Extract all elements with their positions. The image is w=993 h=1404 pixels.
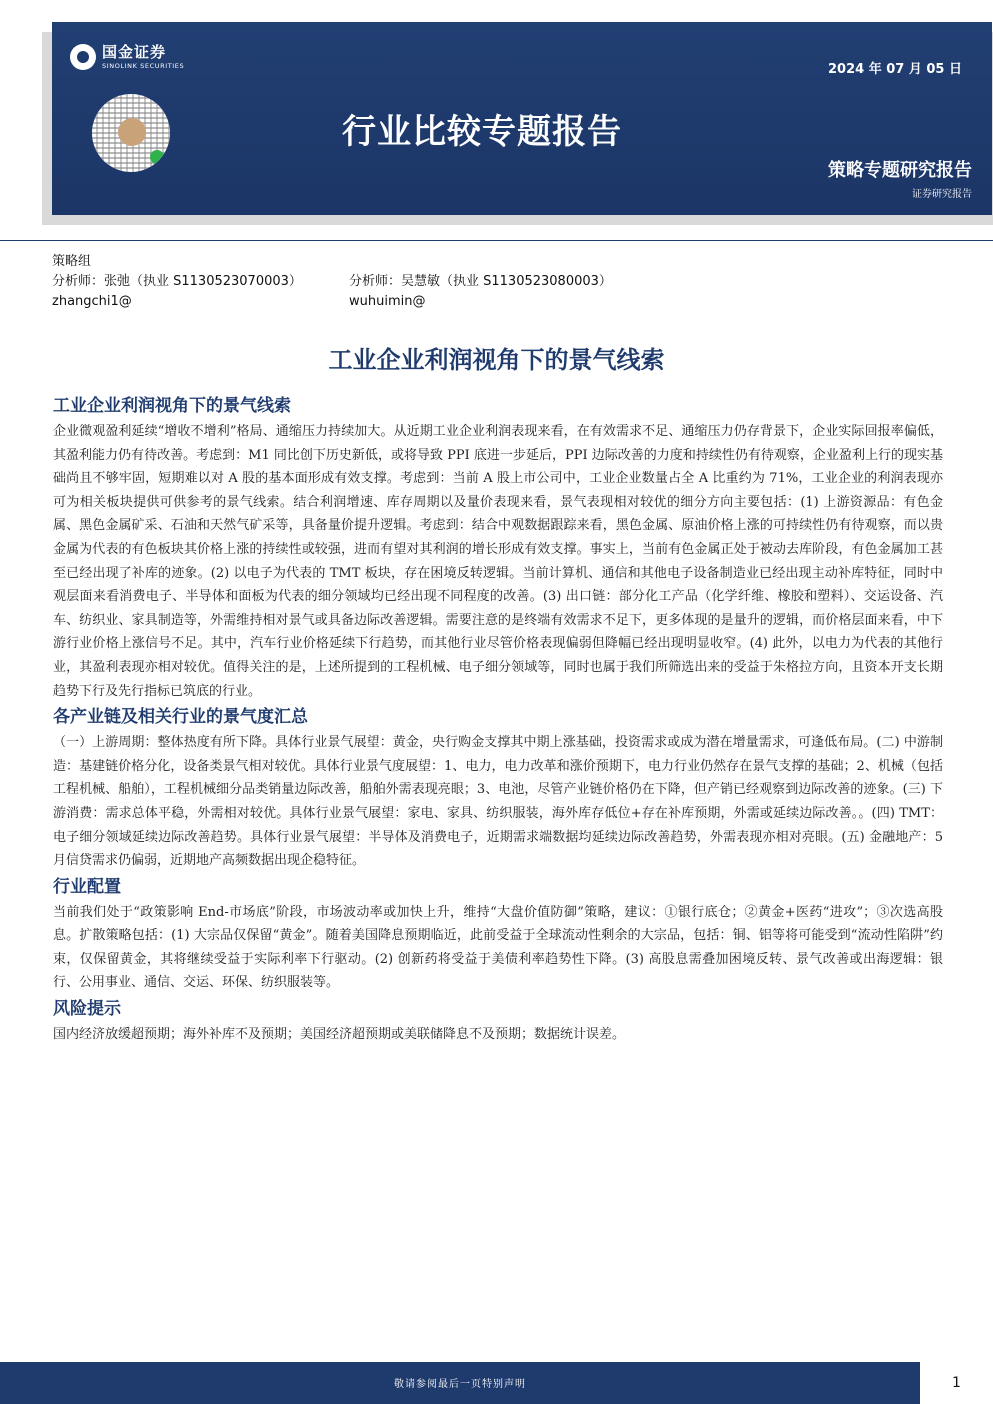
analyst-1: 分析师：张弛（执业 S1130523070003） — [52, 274, 302, 289]
section-heading: 风险提示 — [53, 999, 121, 1020]
sinolink-logo-icon — [70, 44, 96, 70]
report-banner — [52, 22, 992, 215]
section-heading: 工业企业利润视角下的景气线索 — [53, 396, 291, 416]
report-type: 证券研究报告 — [912, 189, 972, 200]
analyst-2-email[interactable]: wuhuimin@ — [349, 294, 426, 309]
section-heading: 行业配置 — [53, 876, 121, 897]
qr-code-icon — [92, 94, 170, 172]
report-subtitle: 策略专题研究报告 — [828, 160, 972, 181]
qr-center-logo — [118, 118, 146, 146]
analyst-2: 分析师：吴慧敏（执业 S1130523080003） — [349, 274, 612, 289]
brand-logo — [70, 44, 184, 70]
section-body: 企业微观盈利延续“增收不增利”格局、通缩压力持续加大。从近期工业企业利润表现来看，在有效需求不足、通缩压力仍存背景下，企业实际回报率偏低，其盈利能力仍有待改善。考虑到：M1 同比创下历史新低，或将导致 PPI 底进一步延后，PPI 边际改善的力度和持续性仍有待观察，企业盈利上行的现实基础尚且不够牢固，短期难以对 A 股的基本面形成有效支撑。考虑到：当前 A 股上市公司中，工业企业数量占全 A 比重约为 71%，工业企业的利润表现亦可为相关板块提供可供参考的景气线索。结合利润增速、库存周期以及量价表现来看，景气表现相对较优的细分方向主要包括：(1) 上游资源品：有色金属、黑色金属矿采、石油和天然气矿采等，具备量价提升逻辑。考虑到：结合中观数据跟踪来看，黑色金属、原油价格上涨的可持续性仍有待观察，而以贵金属为代表的有色板块其价格上涨的持续性或较强，进而有望对其利润的增长形成有效支撑。事实上，当前有色金属正处于被动去库阶段，有色金属加工甚至已经出现了补库的迹象。(2) 以电子为代表的 TMT 板块，存在困境反转逻辑。当前计算机、通信和其他电子设备制造业已经出现主动补库特征，同时中观层面来看消费电子、半导体和面板为代表的细分领域均已经出现不同程度的改善。(3) 出口链：部分化工产品（化学纤维、橡胶和塑料）、交运设备、汽车、纺织业、家具制造等，外需维持相对景气或具备边际改善逻辑。需要注意的是终端有效需求不足下，更多体现的是量升的逻辑，而价格层面来看，中下游行业价格上涨信号不足。其中，汽车行业价格延续下行趋势，而其他行业尽管价格表现偏弱但降幅已经出现明显收窄。(4) 此外，以电力为代表的其他行业，其盈利表现亦相对较优。值得关注的是，上述所提到的工程机械、电子细分领域等，同时也属于我们所筛选出来的受益于朱格拉方向，且资本开支长期趋势下行及先行指标已筑底的行业。 — [53, 424, 943, 699]
logo-cn-text: 国金证券 — [102, 42, 167, 61]
section-body: 国内经济放缓超预期；海外补库不及预期；美国经济超预期或美联储降息不及预期；数据统计误差。 — [53, 1027, 626, 1043]
page-number: 1 — [952, 1375, 961, 1391]
analyst-1-email[interactable]: zhangchi1@ — [52, 294, 132, 309]
footer-notice: 敬请参阅最后一页特别声明 — [394, 1379, 526, 1390]
section-heading: 各产业链及相关行业的景气度汇总 — [53, 707, 308, 728]
section-body: （一）上游周期：整体热度有所下降。具体行业景气展望：黄金，央行购金支撑其中期上涨基础，投资需求或成为潜在增量需求，可逢低布局。(二) 中游制造：基建链价格分化，设备类景气相对较优。具体行业景气度展望：1、电力，电力改革和涨价预期下，电力行业仍然存在景气支撑的基础；2、机械（包括工程机械、船舶），工程机械细分品类销量边际改善，船舶外需表现亮眼；3、电池，尽管产业链价格仍在下降，但产销已经观察到边际改善的迹象。(三) 下游消费：需求总体平稳，外需相对较优。具体行业景气展望：家电、家具、纺织服装，海外库存低位+存在补库预期，外需或延续边际改善。。(四) TMT：电子细分领域延续边际改善趋势。具体行业景气展望：半导体及消费电子，近期需求端数据均延续边际改善趋势，外需表现亦相对亮眼。(五) 金融地产：5 月信贷需求仍偏弱，近期地产高频数据出现企稳特征。 — [53, 735, 943, 869]
header-divider — [0, 240, 993, 241]
report-date: 2024 年 07 月 05 日 — [828, 62, 962, 77]
document-title: 工业企业利润视角下的景气线索 — [328, 346, 665, 374]
section-body: 当前我们处于“政策影响 End-市场底”阶段，市场波动率或加快上升，维持“大盘价值防御”策略，建议：①银行底仓；②黄金+医药“进攻”；③次选高股息。扩散策略包括：(1) 大宗品仅保留“黄金”。随着美国降息预期临近，此前受益于全球流动性剩余的大宗品，包括：铜、铝等将可能受到“流动性陷阱”约束，仅保留黄金，其将继续受益于实际利率下行驱动。(2) 创新药将受益于美债利率趋势性下降。(3) 高股息需叠加困境反转、景气改善或出海逻辑：银行、公用事业、通信、交运、环保、纺织服装等。 — [53, 904, 943, 991]
report-title: 行业比较专题报告 — [342, 112, 622, 152]
footer-bar — [0, 1362, 920, 1404]
logo-en-text: SINOLINK SECURITIES — [102, 61, 185, 70]
analyst-block — [52, 252, 612, 312]
wechat-icon — [150, 150, 164, 164]
analyst-group: 策略组 — [52, 254, 92, 269]
report-body — [53, 392, 943, 1047]
